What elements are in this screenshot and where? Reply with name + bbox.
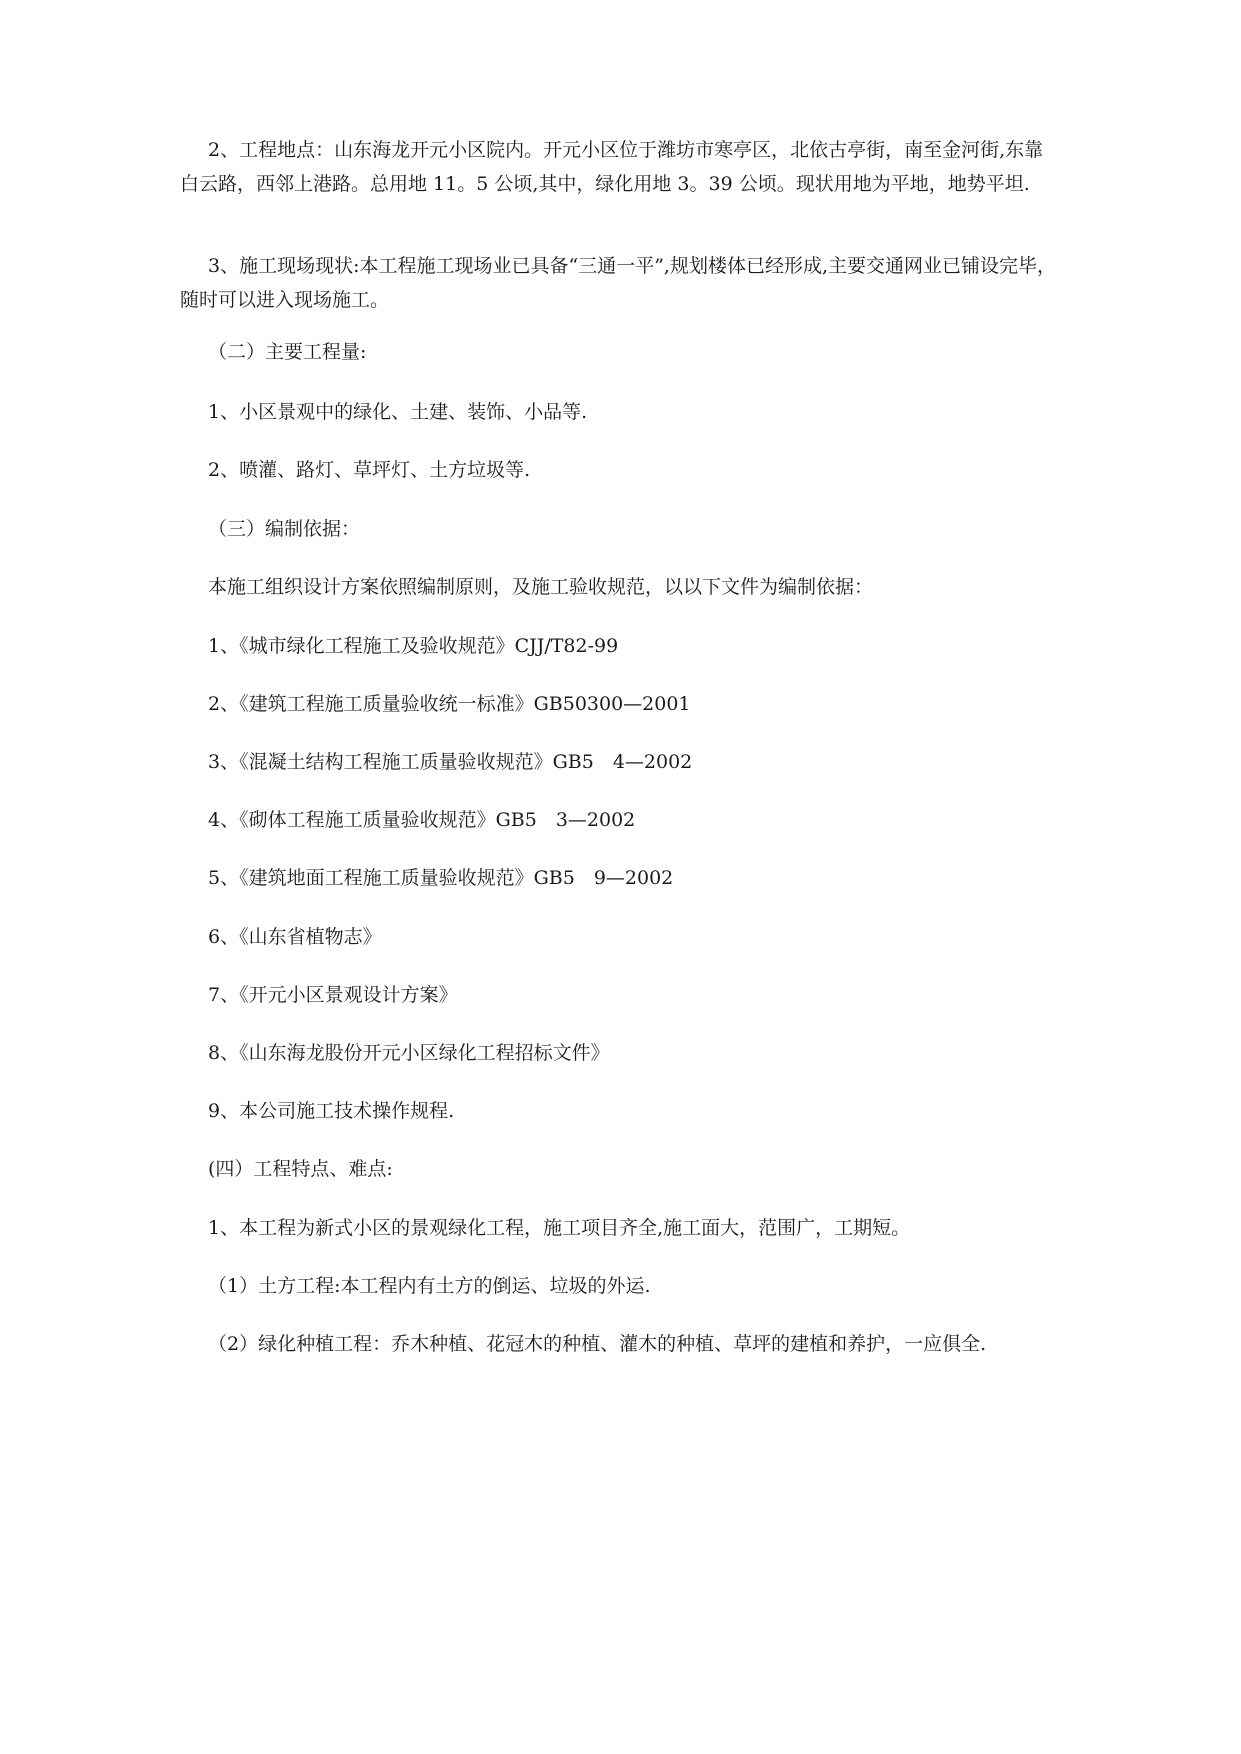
paragraph-quantity-2: 2、喷灌、路灯、草坪灯、土方垃圾等. (208, 459, 531, 481)
heading-compilation-basis: （三）编制依据： (208, 518, 361, 540)
reference-item-8: 8、《山东海龙股份开元小区绿化工程招标文件》 (208, 1042, 610, 1064)
reference-item-9: 9、本公司施工技术操作规程. (208, 1100, 455, 1122)
reference-item-6: 6、《山东省植物志》 (208, 926, 382, 948)
reference-item-2: 2、《建筑工程施工质量验收统一标准》GB50300—2001 (208, 693, 691, 715)
reference-item-7: 7、《开元小区景观设计方案》 (208, 984, 458, 1006)
paragraph-earthwork: （1）土方工程:本工程内有土方的倒运、垃圾的外运. (208, 1275, 651, 1297)
paragraph-feature-1: 1、本工程为新式小区的景观绿化工程，施工项目齐全,施工面大，范围广，工期短。 (208, 1217, 911, 1239)
paragraph-basis-intro: 本施工组织设计方案依照编制原则，及施工验收规范，以以下文件为编制依据： (208, 576, 874, 598)
heading-main-quantities: （二）主要工程量: (208, 341, 367, 363)
paragraph-planting: （2）绿化种植工程：乔木种植、花冠木的种植、灌木的种植、草坪的建植和养护，一应俱全. (208, 1333, 987, 1355)
reference-item-4: 4、《砌体工程施工质量验收规范》GB5 3—2002 (208, 809, 636, 831)
paragraph-site-location: 2、工程地点：山东海龙开元小区院内。开元小区位于潍坊市寒亭区，北依古亭街，南至金河街,东靠白云路，西邻上港路。总用地 11。5 公顷,其中，绿化用地 3。39 公顷。现状用地为平地，地势平坦. (180, 139, 1044, 195)
heading-features-difficulties: (四）工程特点、难点: (208, 1158, 393, 1180)
reference-item-3: 3、《混凝土结构工程施工质量验收规范》GB5 4—2002 (208, 751, 693, 773)
paragraph-quantity-1: 1、小区景观中的绿化、土建、装饰、小品等. (208, 401, 588, 423)
paragraph-site-status: 3、施工现场现状:本工程施工现场业已具备“三通一平”,规划楼体已经形成,主要交通网业已铺设完毕，随时可以进入现场施工。 (180, 255, 1056, 311)
reference-item-1: 1、《城市绿化工程施工及验收规范》CJJ/T82-99 (208, 635, 619, 657)
reference-item-5: 5、《建筑地面工程施工质量验收规范》GB5 9—2002 (208, 867, 674, 889)
